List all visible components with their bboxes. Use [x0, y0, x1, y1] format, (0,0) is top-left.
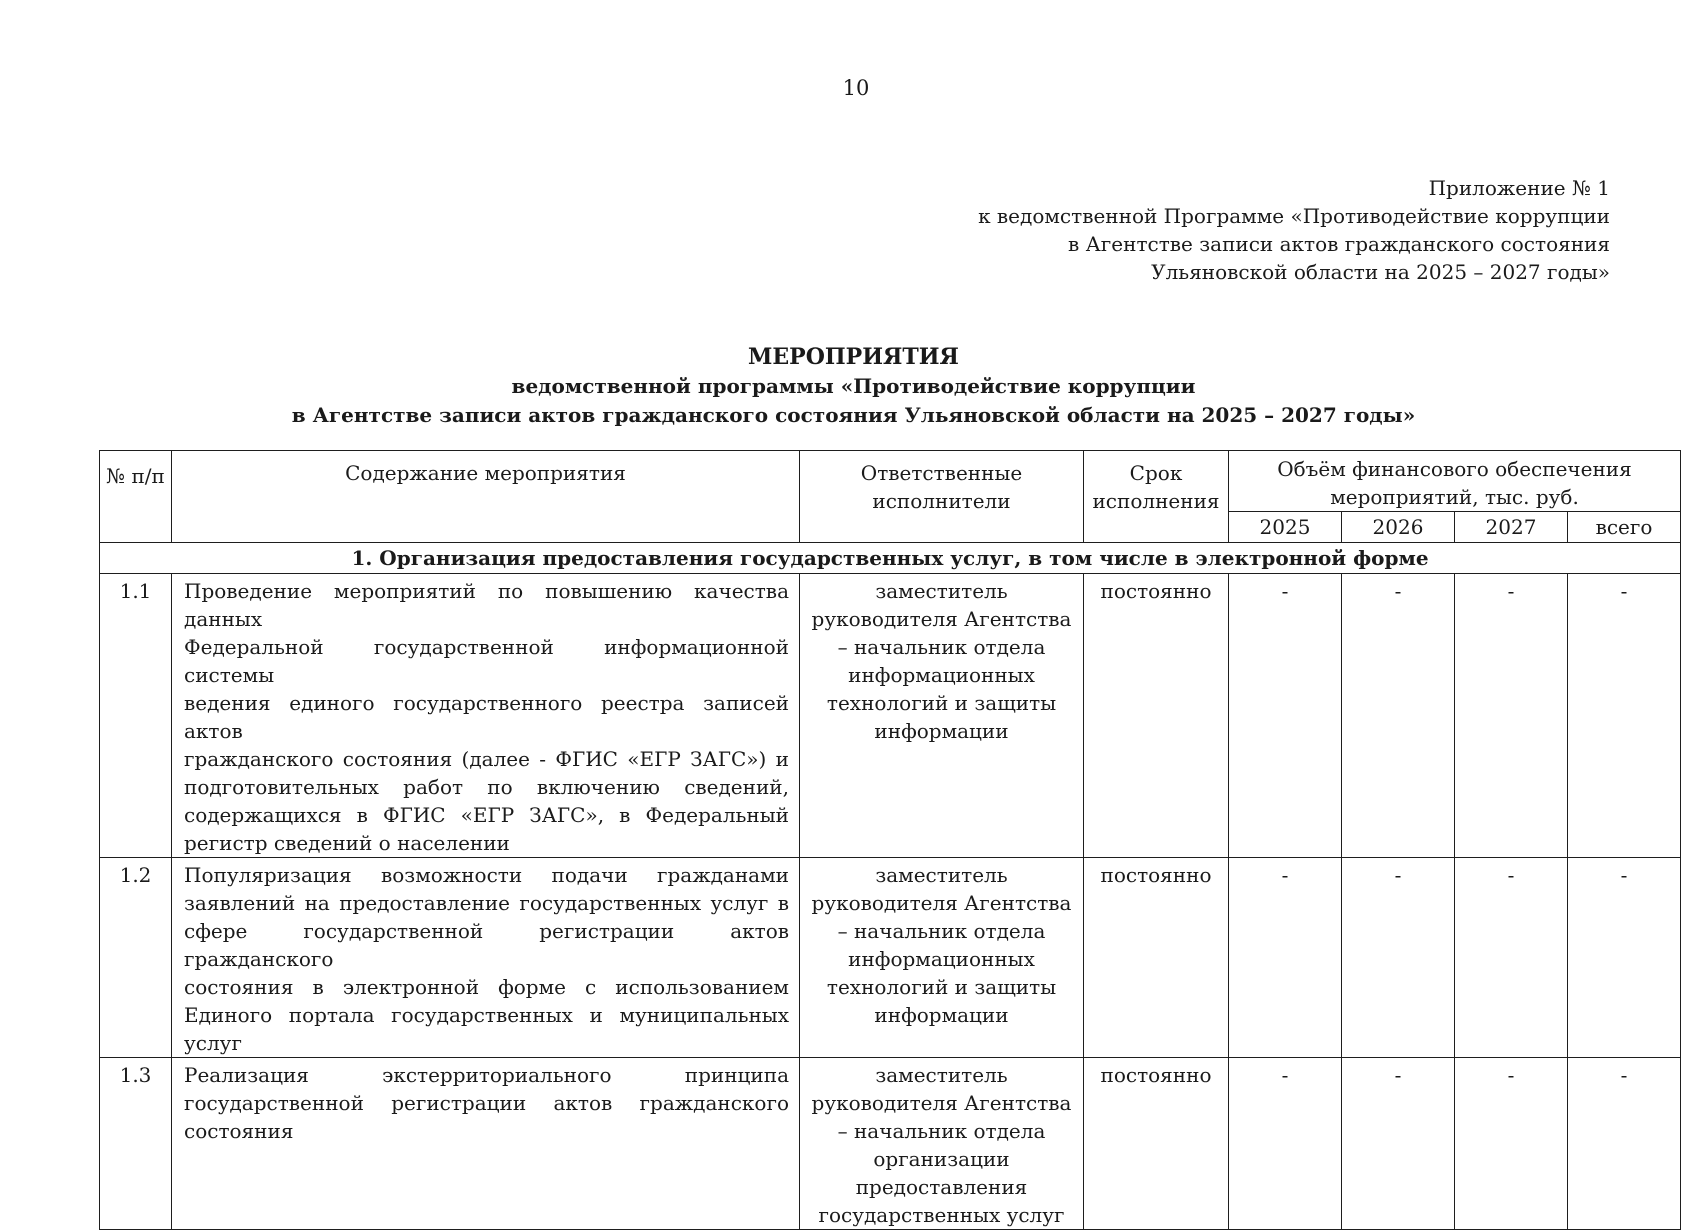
header-year-2026: 2026 [1342, 512, 1455, 543]
content-line: Единого портала государственных и муниципальных [184, 1003, 789, 1027]
content-line: услуг [184, 1031, 242, 1055]
row-term: постоянно [1084, 858, 1229, 1058]
responsible-line: информации [874, 1003, 1009, 1027]
row-finance-value: - [1455, 1058, 1568, 1230]
responsible-line: – начальник отдела [837, 919, 1046, 943]
responsible-line: технологий и защиты [826, 691, 1057, 715]
row-responsible [800, 1058, 1084, 1230]
header-content: Содержание мероприятия [172, 451, 800, 543]
row-content [172, 574, 800, 858]
content-line: гражданского состояния (далее - ФГИС «ЕГР ЗАГС») и [184, 747, 789, 771]
row-responsible [800, 858, 1084, 1058]
responsible-line: руководителя Агентства [811, 1091, 1072, 1115]
row-content [172, 1058, 800, 1230]
row-finance-value: - [1455, 574, 1568, 858]
row-term: постоянно [1084, 574, 1229, 858]
content-line: заявлений на предоставление государственных услуг в [184, 891, 789, 915]
content-line: Реализация экстерриториального принципа [184, 1063, 789, 1087]
title-subline: ведомственной программы «Противодействие коррупции [511, 374, 1196, 398]
content-line: Проведение мероприятий по повышению качества данных [184, 579, 789, 631]
responsible-line: руководителя Агентства [811, 891, 1072, 915]
document-title [80, 343, 1627, 430]
content-line: состояния в электронной форме с использованием [184, 975, 789, 999]
responsible-line: технологий и защиты [826, 975, 1057, 999]
content-line: состояния [184, 1119, 294, 1143]
title-heading: МЕРОПРИЯТИЯ [748, 344, 959, 370]
row-responsible [800, 574, 1084, 858]
row-number: 1.3 [100, 1058, 172, 1230]
row-finance-value: - [1229, 574, 1342, 858]
table-row [100, 1058, 1681, 1230]
header-finance: Объём финансового обеспечения мероприятий, тыс. руб. [1229, 451, 1681, 512]
row-finance-value: - [1342, 1058, 1455, 1230]
header-term: Срок исполнения [1084, 451, 1229, 543]
responsible-line: – начальник отдела [837, 1119, 1046, 1143]
appendix-line: к ведомственной Программе «Противодействие коррупции [978, 204, 1610, 228]
header-year-2027: 2027 [1455, 512, 1568, 543]
row-finance-value: - [1568, 1058, 1681, 1230]
responsible-line: информационных [848, 663, 1035, 687]
table-row [100, 574, 1681, 858]
row-finance-value: - [1455, 858, 1568, 1058]
content-line: ведения единого государственного реестра записей актов [184, 691, 789, 743]
row-finance-value: - [1568, 574, 1681, 858]
responsible-line: – начальник отдела [837, 635, 1046, 659]
row-number: 1.2 [100, 858, 172, 1058]
page-number: 10 [842, 76, 870, 100]
header-total: всего [1568, 512, 1681, 543]
header-num: № п/п [100, 451, 172, 543]
content-line: Популяризация возможности подачи гражданами [184, 863, 789, 887]
table-row [100, 858, 1681, 1058]
row-finance-value: - [1342, 858, 1455, 1058]
row-number: 1.1 [100, 574, 172, 858]
appendix-note [978, 174, 1610, 286]
title-subline: в Агентстве записи актов гражданского состояния Ульяновской области на 2025 – 2027 годы» [291, 403, 1416, 427]
measures-table [99, 450, 1681, 1230]
responsible-line: руководителя Агентства [811, 607, 1072, 631]
content-line: подготовительных работ по включению сведений, [184, 775, 789, 799]
section-title: 1. Организация предоставления государственных услуг, в том числе в электронной форме [100, 543, 1681, 574]
content-line: Федеральной государственной информационной системы [184, 635, 789, 687]
header-responsible: Ответственные исполнители [800, 451, 1084, 543]
content-line: сфере государственной регистрации актов гражданского [184, 919, 789, 971]
appendix-line: Ульяновской области на 2025 – 2027 годы» [1151, 260, 1610, 284]
responsible-line: государственных услуг [818, 1203, 1065, 1227]
header-year-2025: 2025 [1229, 512, 1342, 543]
responsible-line: предоставления [855, 1175, 1028, 1199]
appendix-line: Приложение № 1 [1428, 176, 1610, 200]
responsible-line: информационных [848, 947, 1035, 971]
responsible-line: заместитель [875, 1063, 1008, 1087]
row-finance-value: - [1568, 858, 1681, 1058]
responsible-line: организации [873, 1147, 1010, 1171]
content-line: регистр сведений о населении [184, 831, 510, 855]
responsible-line: информации [874, 719, 1009, 743]
responsible-line: заместитель [875, 579, 1008, 603]
appendix-line: в Агентстве записи актов гражданского состояния [1068, 232, 1610, 256]
responsible-line: заместитель [875, 863, 1008, 887]
row-finance-value: - [1342, 574, 1455, 858]
row-term: постоянно [1084, 1058, 1229, 1230]
content-line: государственной регистрации актов гражданского [184, 1091, 789, 1115]
row-finance-value: - [1229, 1058, 1342, 1230]
row-content [172, 858, 800, 1058]
row-finance-value: - [1229, 858, 1342, 1058]
content-line: содержащихся в ФГИС «ЕГР ЗАГС», в Федеральный [184, 803, 789, 827]
